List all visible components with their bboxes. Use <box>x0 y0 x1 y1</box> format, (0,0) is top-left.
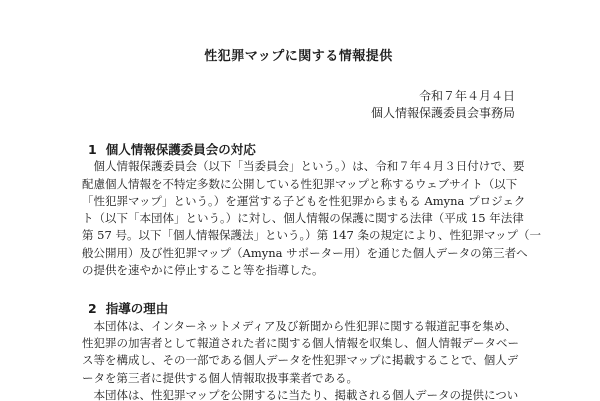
text-line: 配慮個人情報を不特定多数に公開している性犯罪マップと称するウェブサイト（以下 <box>82 176 518 191</box>
section-2-paragraph-2 <box>82 387 519 401</box>
section-2-heading <box>82 300 515 317</box>
section-2-paragraph-1 <box>82 318 519 387</box>
document-title: 性犯罪マップに関する情報提供 <box>204 49 393 64</box>
text-line: 本団体は、インターネットメディア及び新聞から性犯罪に関する報道記事を集め、 <box>82 318 517 333</box>
section-1-number: 1 <box>88 142 97 157</box>
section-2 <box>82 300 519 401</box>
text-line: ータを第三者に提供する個人情報取扱事業者である。 <box>82 370 358 385</box>
section-1-heading-text: 個人情報保護委員会の対応 <box>105 142 256 157</box>
section-1 <box>82 141 541 279</box>
section-2-number: 2 <box>88 301 97 317</box>
document-date: 令和７年４月４日 <box>418 89 515 103</box>
section-1-heading <box>82 141 515 158</box>
section-2-heading-text: 指導の理由 <box>105 301 169 317</box>
text-line: 本団体は、性犯罪マップを公開するに当たり、掲載される個人データの提供につい <box>82 387 519 401</box>
document-author: 個人情報保護委員会事務局 <box>370 106 515 120</box>
text-line: ト（以下「本団体」という。）に対し、個人情報の保護に関する法律（平成 15 年法律 <box>82 211 524 226</box>
text-line: 「性犯罪マップ」という。）を運営する子どもを性犯罪からまもる Amyna プロジェク <box>82 193 526 208</box>
text-line: 性犯罪の加害者として報道された者に関する個人情報を収集し、個人情報データベー <box>82 335 519 350</box>
text-line: 第 57 号。以下「個人情報保護法」という。）第 147 条の規定により、性犯罪マップ（一 <box>82 228 541 243</box>
text-line: の提供を速やかに停止すること等を指導した。 <box>82 263 324 278</box>
document-meta <box>82 88 515 122</box>
text-line: 般公開用）及び性犯罪マップ（Amyna サポーター用）を通じた個人データの第三者へ <box>82 245 528 260</box>
text-line: ス等を構成し、その一部である個人データを性犯罪マップに掲載することで、個人デ <box>82 353 519 368</box>
section-1-paragraph-1 <box>82 158 541 279</box>
text-line: 個人情報保護委員会（以下「当委員会」という。）は、令和７年４月３日付けで、要 <box>82 159 525 174</box>
